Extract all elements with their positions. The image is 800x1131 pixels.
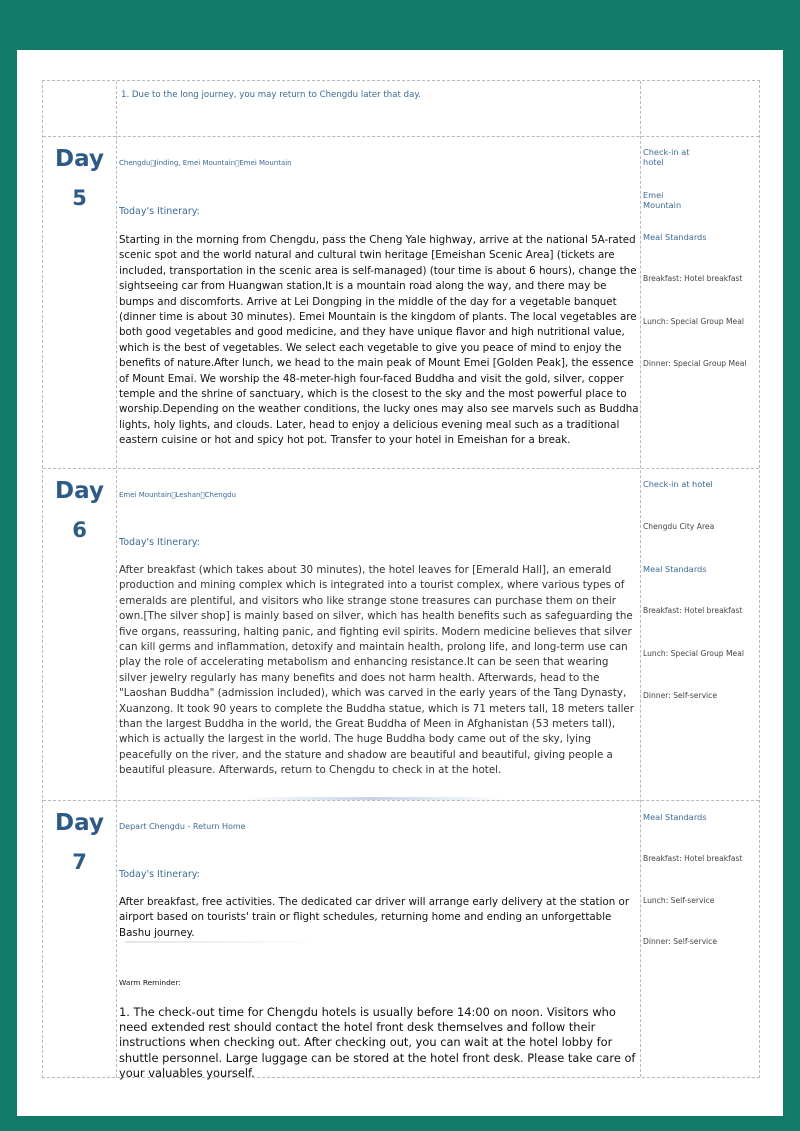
day-route: Depart Chengdu - Return Home <box>119 822 246 831</box>
itinerary-label: Today's Itinerary: <box>119 206 200 217</box>
meal-breakfast: Breakfast: Hotel breakfast <box>643 606 743 615</box>
intro-note: 1. Due to the long journey, you may return to Chengdu later that day. <box>121 90 421 100</box>
itinerary-page <box>17 50 783 1116</box>
hotel-area: Emei Mountain <box>643 190 682 210</box>
meal-dinner: Dinner: Self-service <box>643 937 718 946</box>
day-label: Day <box>55 146 104 172</box>
itinerary-table <box>42 80 760 1078</box>
meal-dinner: Dinner: Self-service <box>643 691 718 700</box>
day-route: Chengdu Jinding, Emei Mountain Emei Mountain <box>119 159 292 167</box>
faint-artifact <box>125 941 325 943</box>
day-number: 7 <box>72 850 87 874</box>
day-description: Starting in the morning from Chengdu, pass the Cheng Yale highway, arrive at the national 5A-rated scenic spot and the world natural and cultural twin heritage [Emeishan Scenic Area] (tickets are included, transportation in the scenic area is self-managed) (tour time is about 6 hours), change the sightseeing car from Huangwan station,It is a mountain road along the way, and there may be bumps and discomforts. Arrive at Lei Dongping in the middle of the day for a vegetable banquet (dinner time is about 30 minutes). Emei Mountain is the kingdom of plants. The local vegetables are both good vegetables and good medicine, and they have unique flavor and high nutritional value, which is the best of vegetables. We select each vegetable to give you peace of mind to enjoy the benefits of nature.After lunch, we head to the main peak of Mount Emei [Golden Peak], the essence of Mount Emai. We worship the 48-meter-high four-faced Buddha and visit the gold, silver, copper temple and the shrine of sanctuary, which is the closest to the sky and the most powerful place to worship.Depending on the weather conditions, the lucky ones may also see marvels such as Buddha lights, holy lights, and clouds. Later, head to enjoy a delicious evening meal such as a traditional eastern cuisine or hot and spicy hot pot. Transfer to your hotel in Emeishan for a break. <box>119 234 639 447</box>
day-route: Emei Mountain Leshan Chengdu <box>119 491 237 499</box>
checkin-info: Check-in at hotel <box>643 479 713 489</box>
meal-standards: Meal Standards <box>643 812 707 822</box>
meal-breakfast: Breakfast: Hotel breakfast <box>643 274 743 283</box>
day-label: Day <box>55 810 104 836</box>
meal-lunch: Lunch: Special Group Meal <box>643 317 744 326</box>
day-row <box>43 800 759 1078</box>
meal-dinner: Dinner: Special Group Meal <box>643 359 747 368</box>
itinerary-label: Today's Itinerary: <box>119 869 200 880</box>
meal-breakfast: Breakfast: Hotel breakfast <box>643 854 743 863</box>
checkin-info: Check-in at hotel <box>643 147 690 167</box>
day-description: After breakfast (which takes about 30 minutes), the hotel leaves for [Emerald Hall], an emerald production and mining complex which is integrated into a tourist complex, where various types of emeralds are plentiful, and visitors who like strange stone treasures can purchase them on their own.[The silver shop] is mainly based on silver, which has health benefits such as safeguarding the five organs, reassuring, halting panic, and fighting evil spirits. Modern medicine believes that silver can kill germs and inflammation, detoxify and maintain health, prolong life, and long-term use can play the role of accelerating metabolism and enhancing resistance.It can be seen that wearing silver jewelry regularly has many benefits and does not harm health. Afterwards, head to the "Laoshan Buddha" (admission included), which was carved in the early years of the Tang Dynasty, Xuanzong. It took 90 years to complete the Buddha statue, which is 71 meters tall, 18 meters taller than the largest Buddha in the world, the Great Buddha of Meen in Afghanistan (53 meters tall), which is actually the largest in the world. The huge Buddha body came out of the sky, lying peacefully on the river, and the stature and shadow are beautiful and beautiful, giving people a beautiful pleasure. Afterwards, return to Chengdu to check in at the hotel. <box>119 564 635 777</box>
day-number: 5 <box>72 186 87 210</box>
day-row <box>43 468 759 800</box>
day-label: Day <box>55 478 104 504</box>
meal-lunch: Lunch: Special Group Meal <box>643 649 744 658</box>
meal-lunch: Lunch: Self-service <box>643 896 715 905</box>
day-description: After breakfast, free activities. The dedicated car driver will arrange early delivery at the station or airport based on tourists' train or flight schedules, returning home and ending an unforgettable Bashu journey. <box>119 896 630 939</box>
day-row <box>43 136 759 468</box>
hotel-area: Chengdu City Area <box>643 522 715 531</box>
warm-reminder-text: 1. The check-out time for Chengdu hotels is usually before 14:00 on noon. Visitors who need extended rest should contact the hotel front desk themselves and follow their instructions when checking out. After checking out, you can wait at the hotel lobby for shuttle personnel. Large luggage can be stored at the hotel front desk. Please take care of your valuables yourself. <box>119 1005 636 1080</box>
meal-standards: Meal Standards <box>643 564 707 574</box>
meal-standards: Meal Standards <box>643 232 707 242</box>
itinerary-label: Today's Itinerary: <box>119 537 200 548</box>
warm-reminder-title: Warm Reminder: <box>119 978 181 987</box>
day-number: 6 <box>72 518 87 542</box>
